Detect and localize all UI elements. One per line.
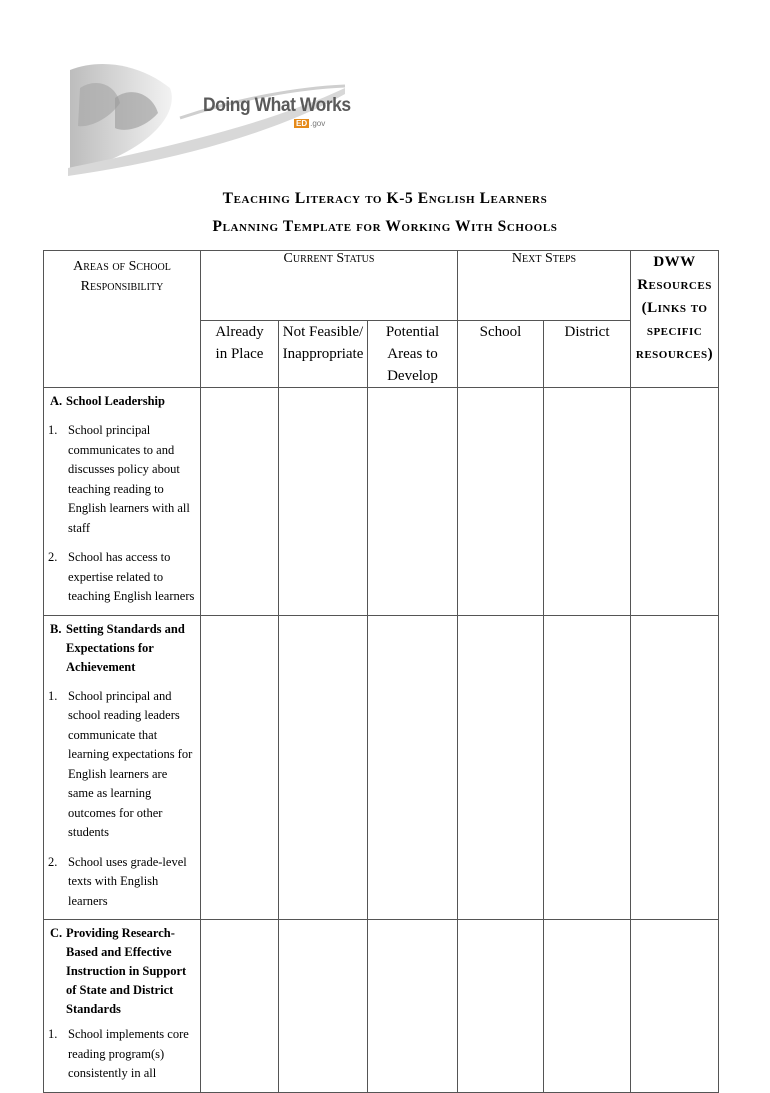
title-line-1: Teaching Literacy to K-5 English Learners	[222, 190, 548, 207]
logo-title: Doing What Works	[203, 95, 351, 116]
cell-potential[interactable]	[368, 388, 458, 616]
header-next-steps: Next Steps	[458, 251, 631, 321]
cell-dww[interactable]	[631, 920, 719, 1093]
list-item: 1. School principal and school reading leaders communicate that learning expectations for English learners are same as learning outcomes for other students	[48, 688, 193, 839]
cell-not-feasible[interactable]	[279, 920, 368, 1093]
header-district: District	[544, 321, 631, 388]
header-current-status: Current Status	[201, 251, 458, 321]
cell-school[interactable]	[458, 615, 544, 920]
list-item: 2. School uses grade-level texts with English learners	[48, 854, 187, 908]
cell-not-feasible[interactable]	[279, 615, 368, 920]
section-a-cell	[44, 388, 201, 616]
header-potential-areas: Potential Areas to Develop	[368, 321, 458, 388]
cell-potential[interactable]	[368, 615, 458, 920]
planning-table	[43, 250, 719, 1093]
cell-school[interactable]	[458, 388, 544, 616]
section-heading: B. Setting Standards and Expectations for Achievement	[50, 621, 185, 674]
cell-not-feasible[interactable]	[279, 388, 368, 616]
doing-what-works-logo	[60, 58, 350, 178]
section-heading: A. School Leadership	[50, 394, 165, 408]
cell-already[interactable]	[201, 920, 279, 1093]
title-line-2: Planning Template for Working With Schools	[212, 218, 558, 235]
cell-district[interactable]	[544, 388, 631, 616]
header-dww-resources: DWW Resources (Links to specific resources)	[631, 251, 719, 388]
cell-already[interactable]	[201, 615, 279, 920]
cell-district[interactable]	[544, 920, 631, 1093]
logo-subtitle	[294, 119, 325, 128]
header-areas: Areas of School Responsibility	[44, 251, 201, 388]
cell-potential[interactable]	[368, 920, 458, 1093]
table-row	[44, 388, 719, 616]
table-row	[44, 920, 719, 1093]
list-item: 1. School principal communicates to and discusses policy about teaching reading to English learners with all staff	[48, 423, 190, 535]
section-b-cell	[44, 615, 201, 920]
section-heading: C. Providing Research-Based and Effective Instruction in Support of State and District Standards	[50, 926, 187, 1016]
cell-already[interactable]	[201, 388, 279, 616]
section-c-cell	[44, 920, 201, 1093]
cell-dww[interactable]	[631, 388, 719, 616]
logo-gov: .gov	[310, 119, 326, 128]
table-row	[44, 615, 719, 920]
list-item: 2. School has access to expertise related to teaching English learners	[48, 550, 195, 603]
header-school: School	[458, 321, 544, 388]
header-not-feasible: Not Feasible/ Inappropriate	[279, 321, 368, 388]
cell-dww[interactable]	[631, 615, 719, 920]
cell-district[interactable]	[544, 615, 631, 920]
logo-ed: ED	[296, 119, 308, 128]
header-already-in-place: Already in Place	[201, 321, 279, 388]
list-item: 1. School implements core reading program(s) consistently in all	[48, 1027, 189, 1080]
cell-school[interactable]	[458, 920, 544, 1093]
